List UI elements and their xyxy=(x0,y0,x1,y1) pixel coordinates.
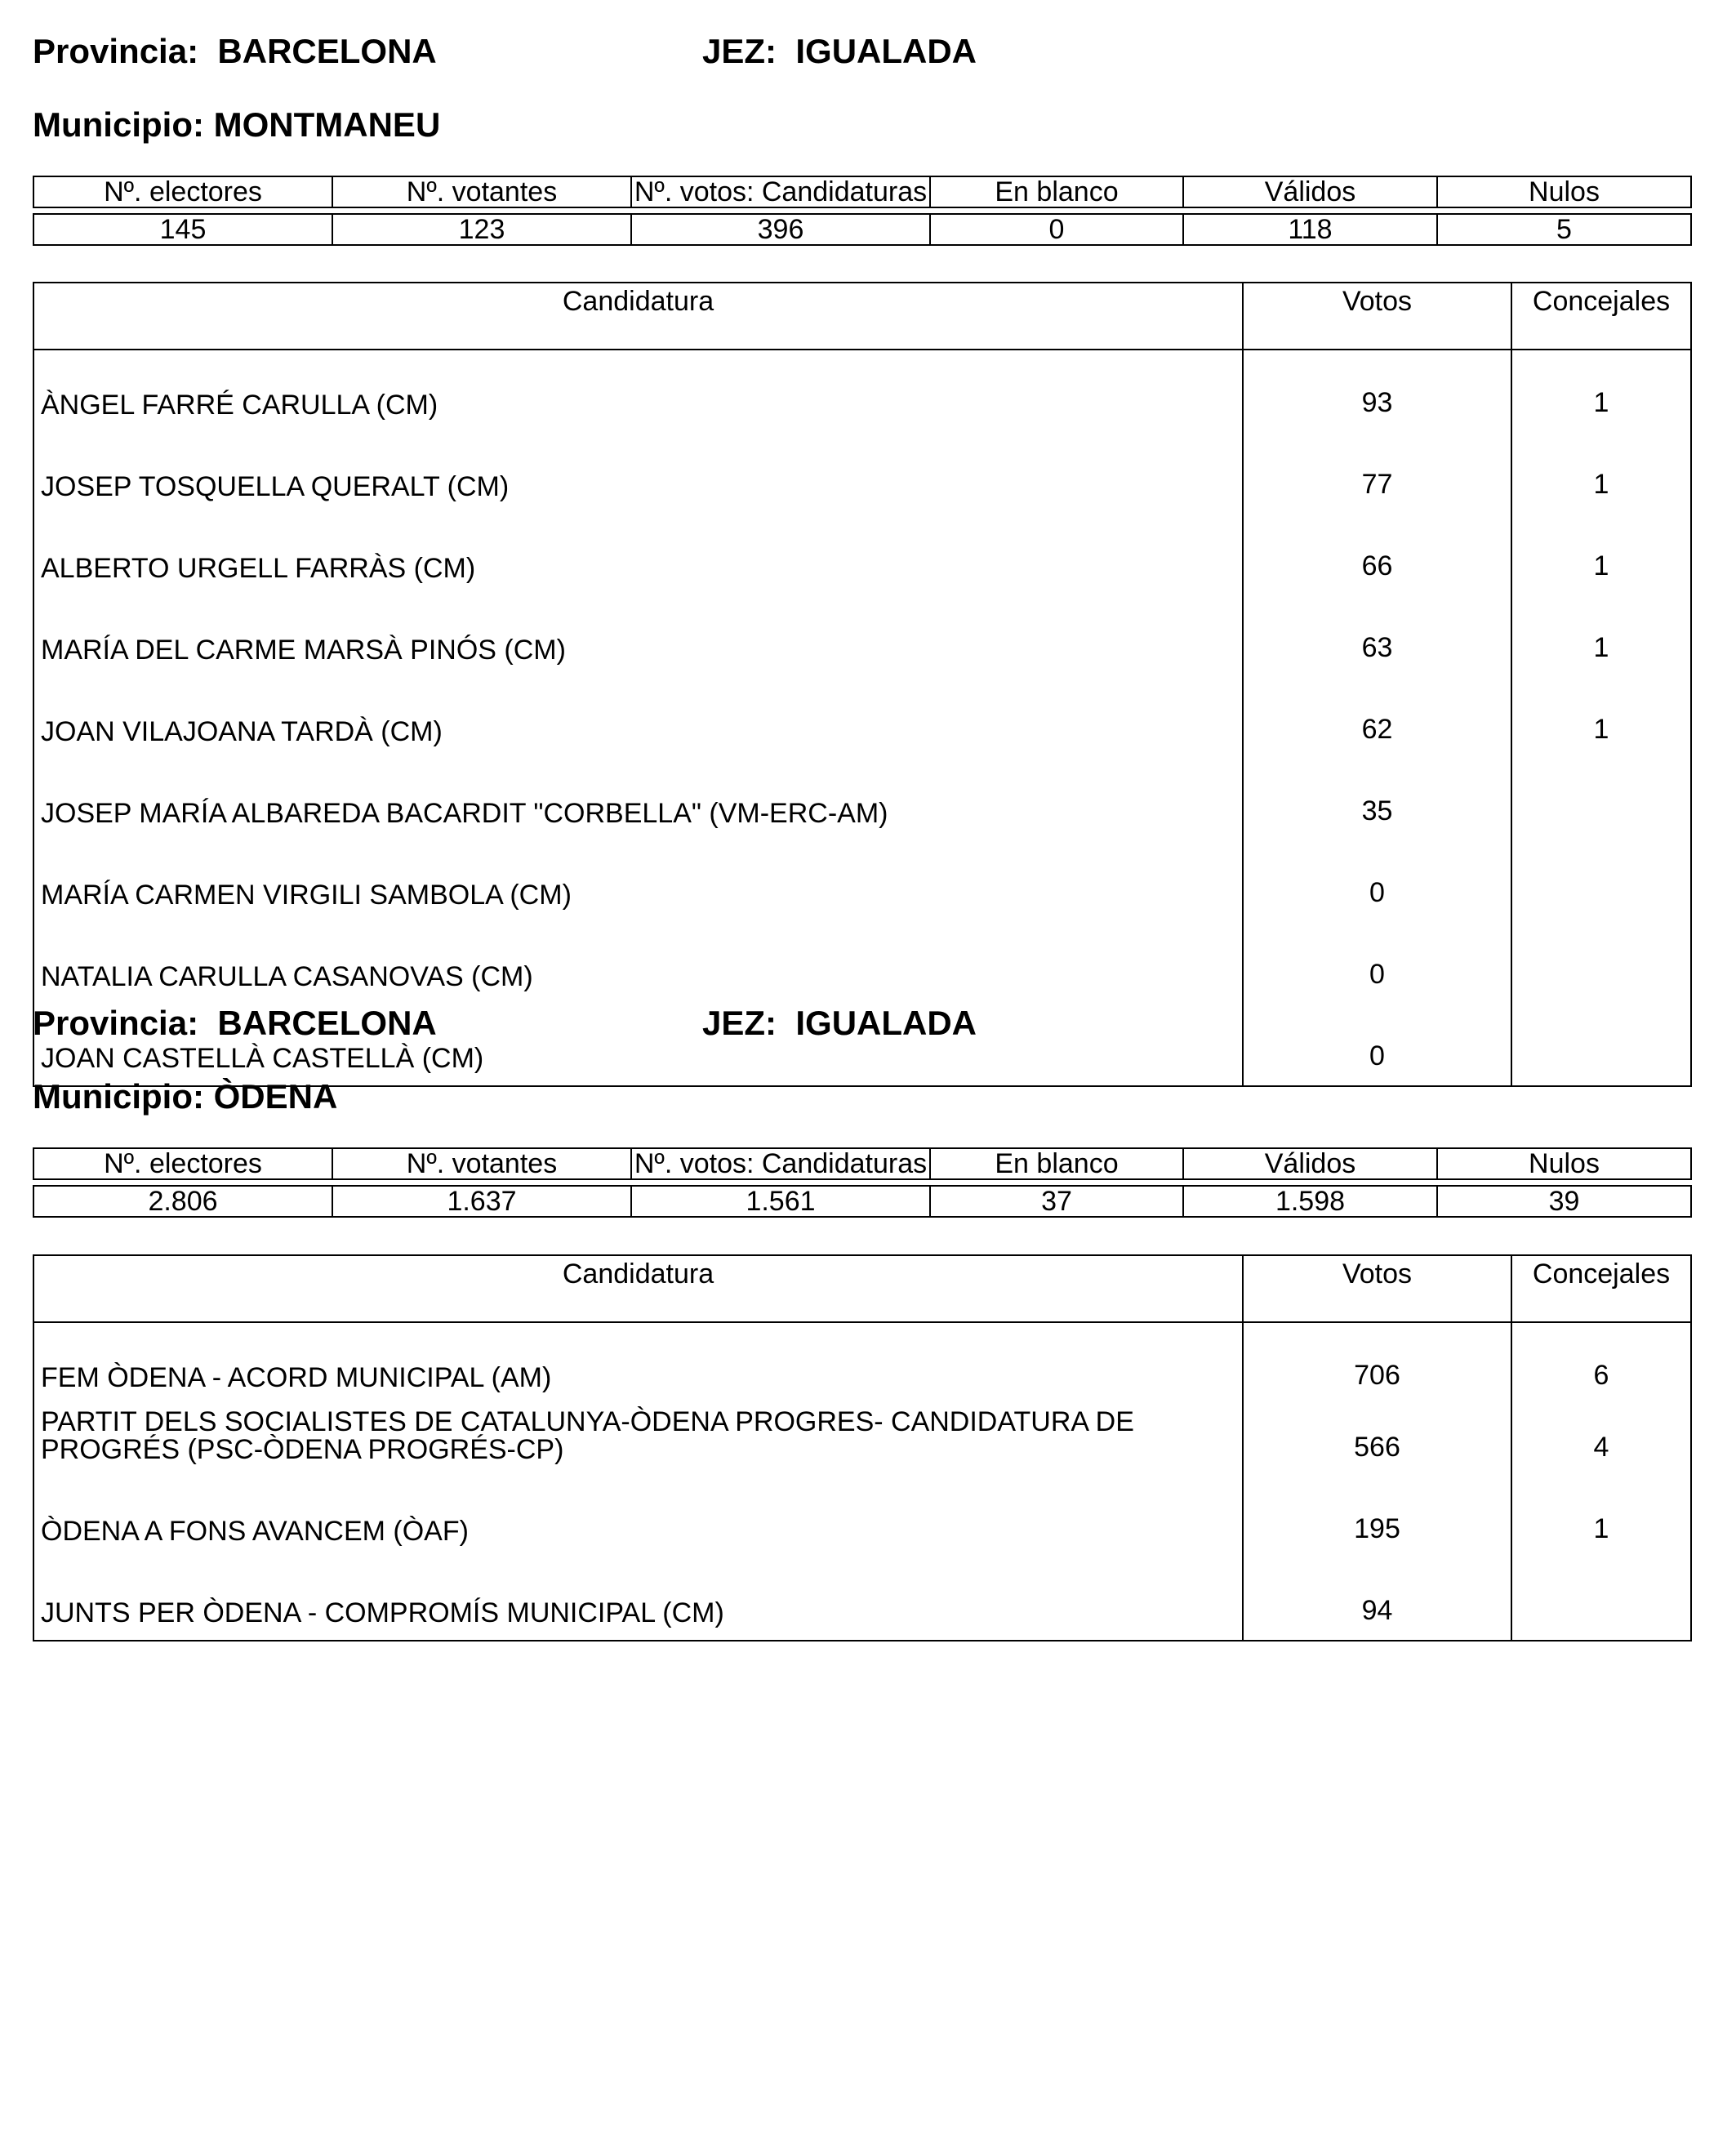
candidate-votos: 566 xyxy=(1243,1405,1511,1477)
header-candidatura: Candidatura xyxy=(33,283,1243,350)
summary-value-cell: 118 xyxy=(1183,214,1437,245)
candidate-votos: 0 xyxy=(1243,840,1511,922)
candidate-concejales: 1 xyxy=(1593,1513,1609,1544)
summary-header-cell: Nulos xyxy=(1437,1148,1691,1179)
table-row xyxy=(33,1322,1691,1405)
summary-table xyxy=(33,176,1692,246)
candidate-votos: 0 xyxy=(1243,1004,1511,1086)
candidate-name: JOAN CASTELLÀ CASTELLÀ (CM) xyxy=(33,1004,1243,1086)
municipio-label: Municipio: xyxy=(33,1077,204,1116)
summary-header-cell: Válidos xyxy=(1183,1148,1437,1179)
table-row xyxy=(33,922,1691,1004)
table-row xyxy=(33,514,1691,595)
summary-header-row xyxy=(33,1148,1691,1179)
candidate-concejales: 6 xyxy=(1593,1360,1609,1391)
candidate-name: MARÍA CARMEN VIRGILI SAMBOLA (CM) xyxy=(33,840,1243,922)
candidate-name: FEM ÒDENA - ACORD MUNICIPAL (AM) xyxy=(33,1322,1243,1405)
table-row xyxy=(33,595,1691,677)
candidate-votos: 62 xyxy=(1243,677,1511,759)
candidates-table xyxy=(33,1254,1692,1642)
jez-value: IGUALADA xyxy=(795,1004,977,1042)
summary-value-cell: 2.806 xyxy=(33,1186,332,1217)
municipio-heading xyxy=(33,1076,337,1117)
candidate-concejales xyxy=(1511,922,1691,1004)
municipio-value: ÒDENA xyxy=(213,1077,338,1116)
candidate-concejales: 1 xyxy=(1593,632,1609,663)
summary-header-cell: En blanco xyxy=(930,1148,1183,1179)
summary-value-cell: 396 xyxy=(631,214,930,245)
candidate-votos: 706 xyxy=(1243,1322,1511,1405)
candidate-votos: 35 xyxy=(1243,759,1511,840)
candidate-name: JOAN VILAJOANA TARDÀ (CM) xyxy=(33,677,1243,759)
header-concejales: Concejales xyxy=(1511,1255,1691,1322)
candidate-concejales xyxy=(1511,1558,1691,1641)
provincia-label: Provincia: xyxy=(33,1004,199,1042)
candidate-name: ALBERTO URGELL FARRÀS (CM) xyxy=(33,514,1243,595)
table-row xyxy=(33,1477,1691,1558)
candidate-votos: 63 xyxy=(1243,595,1511,677)
summary-value-cell: 145 xyxy=(33,214,332,245)
candidate-name: NATALIA CARULLA CASANOVAS (CM) xyxy=(33,922,1243,1004)
summary-value-cell: 1.561 xyxy=(631,1186,930,1217)
summary-value-cell: 39 xyxy=(1437,1186,1691,1217)
summary-value-cell: 123 xyxy=(332,214,631,245)
summary-value-row xyxy=(33,214,1691,245)
table-row xyxy=(33,759,1691,840)
header-votos: Votos xyxy=(1243,1255,1511,1322)
candidate-concejales xyxy=(1511,840,1691,922)
municipio-heading xyxy=(33,105,440,145)
jez-heading xyxy=(702,31,977,72)
summary-value-cell: 1.637 xyxy=(332,1186,631,1217)
candidate-votos: 93 xyxy=(1243,350,1511,432)
candidate-votos: 195 xyxy=(1243,1477,1511,1558)
candidate-name: JUNTS PER ÒDENA - COMPROMÍS MUNICIPAL (CM) xyxy=(33,1558,1243,1641)
summary-header-cell: Nº. votantes xyxy=(332,1148,631,1179)
candidate-concejales: 1 xyxy=(1593,550,1609,581)
header-votos: Votos xyxy=(1243,283,1511,350)
summary-value-cell: 37 xyxy=(930,1186,1183,1217)
candidate-name: MARÍA DEL CARME MARSÀ PINÓS (CM) xyxy=(33,595,1243,677)
summary-header-cell: Nulos xyxy=(1437,176,1691,207)
summary-header-cell: Válidos xyxy=(1183,176,1437,207)
candidate-concejales: 1 xyxy=(1593,387,1609,418)
table-row xyxy=(33,432,1691,514)
jez-label: JEZ: xyxy=(702,1004,777,1042)
table-row xyxy=(33,840,1691,922)
summary-header-row xyxy=(33,176,1691,207)
summary-header-cell: Nº. votantes xyxy=(332,176,631,207)
candidate-concejales: 4 xyxy=(1593,1432,1609,1463)
summary-header-cell: Nº. electores xyxy=(33,1148,332,1179)
municipio-label: Municipio: xyxy=(33,105,204,144)
candidate-votos: 94 xyxy=(1243,1558,1511,1641)
candidate-votos: 66 xyxy=(1243,514,1511,595)
summary-header-cell: Nº. electores xyxy=(33,176,332,207)
provincia-heading xyxy=(33,31,437,72)
summary-header-cell: Nº. votos: Candidaturas xyxy=(631,176,930,207)
provincia-heading xyxy=(33,1003,437,1044)
summary-table xyxy=(33,1147,1692,1218)
candidate-concejales: 1 xyxy=(1593,469,1609,500)
candidate-name: JOSEP MARÍA ALBAREDA BACARDIT "CORBELLA" (VM-ERC-AM) xyxy=(33,759,1243,840)
candidate-name: ÀNGEL FARRÉ CARULLA (CM) xyxy=(33,350,1243,432)
candidates-header-row xyxy=(33,283,1691,350)
candidate-name: PARTIT DELS SOCIALISTES DE CATALUNYA-ÒDENA PROGRES- CANDIDATURA DE PROGRÉS (PSC-ÒDENA PROGRÉS-CP) xyxy=(33,1405,1243,1477)
municipio-value: MONTMANEU xyxy=(213,105,441,144)
candidate-name: JOSEP TOSQUELLA QUERALT (CM) xyxy=(33,432,1243,514)
jez-label: JEZ: xyxy=(702,32,777,70)
table-row xyxy=(33,350,1691,432)
summary-value-cell: 1.598 xyxy=(1183,1186,1437,1217)
provincia-value: BARCELONA xyxy=(217,32,437,70)
jez-heading xyxy=(702,1003,977,1044)
candidate-concejales xyxy=(1511,1004,1691,1086)
table-row xyxy=(33,677,1691,759)
candidate-votos: 77 xyxy=(1243,432,1511,514)
candidate-votos: 0 xyxy=(1243,922,1511,1004)
candidate-name: ÒDENA A FONS AVANCEM (ÒAF) xyxy=(33,1477,1243,1558)
candidate-concejales xyxy=(1511,759,1691,840)
summary-header-cell: Nº. votos: Candidaturas xyxy=(631,1148,930,1179)
table-row xyxy=(33,1405,1691,1477)
summary-value-cell: 0 xyxy=(930,214,1183,245)
summary-header-cell: En blanco xyxy=(930,176,1183,207)
summary-value-row xyxy=(33,1186,1691,1217)
provincia-value: BARCELONA xyxy=(217,1004,437,1042)
header-concejales: Concejales xyxy=(1511,283,1691,350)
table-row xyxy=(33,1558,1691,1641)
jez-value: IGUALADA xyxy=(795,32,977,70)
candidates-table xyxy=(33,282,1692,1087)
candidates-header-row xyxy=(33,1255,1691,1322)
summary-value-cell: 5 xyxy=(1437,214,1691,245)
provincia-label: Provincia: xyxy=(33,32,199,70)
header-candidatura: Candidatura xyxy=(33,1255,1243,1322)
candidate-concejales: 1 xyxy=(1593,714,1609,745)
